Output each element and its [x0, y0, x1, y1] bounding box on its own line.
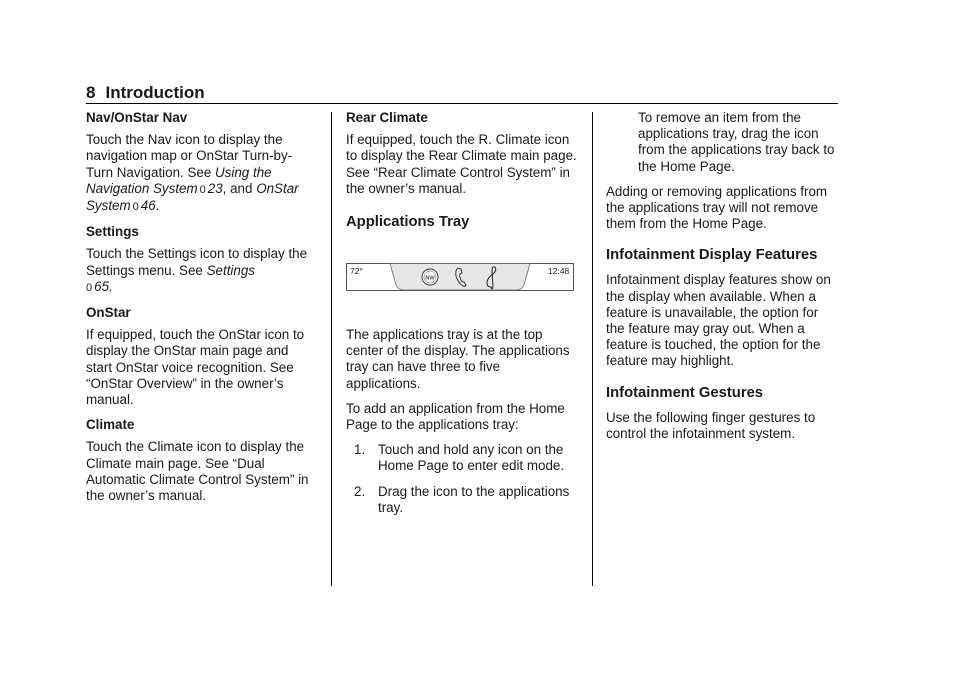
page-ref-icon: 0 — [199, 183, 206, 196]
page-ref-icon: 0 — [132, 201, 139, 214]
gestures-body: Use the following finger gestures to control the infotainment system. — [606, 409, 816, 441]
nav-heading: Nav/OnStar Nav — [86, 110, 188, 125]
onstar-heading: OnStar — [86, 305, 131, 321]
nav-body: Touch the Nav icon to display the navigation map or OnStar Turn-by-Turn Navigation. See — [86, 132, 293, 180]
applications-tray-illustration — [346, 263, 574, 303]
compass-icon[interactable] — [422, 269, 438, 285]
step-text: Drag the icon to the applications tray. — [378, 483, 570, 515]
list-item — [346, 484, 578, 516]
settings-link[interactable]: Settings — [206, 262, 255, 278]
settings-body: Touch the Settings icon to display the Settings menu. See — [86, 246, 308, 278]
tray-temp: 72° — [350, 266, 363, 277]
page-number: 8 — [86, 83, 96, 102]
remove-text: To remove an item from the applications tray, drag the icon from the applications tray back to the Home Page. — [638, 110, 835, 174]
column-1 — [86, 110, 318, 513]
onstar-body: If equipped, touch the OnStar icon to display the OnStar main page and start OnStar voice recognition. See “OnStar Overview” in the owner’s manual. — [86, 327, 305, 408]
nav-page-1[interactable]: 23 — [207, 180, 223, 196]
nav-page-2[interactable]: 46 — [140, 198, 156, 214]
display-features-title: Infotainment Display Features — [606, 247, 818, 264]
column-3 — [606, 110, 838, 451]
step-number: 1. — [354, 442, 366, 458]
section-title: Introduction — [105, 83, 205, 102]
page-ref-icon: 0 — [86, 281, 93, 294]
step-text: Touch and hold any icon on the Home Page to enter edit mode. — [378, 442, 565, 474]
column-divider-1 — [331, 112, 332, 586]
nav-paragraph — [86, 132, 318, 215]
nav-link-1[interactable]: Using the Navigation System — [86, 164, 272, 196]
compass-label: NW — [425, 275, 435, 282]
nav-link-2[interactable]: OnStar System — [86, 180, 299, 214]
add-steps-list — [346, 442, 578, 516]
settings-page[interactable]: 65. — [94, 278, 113, 294]
display-features-body: Infotainment display features show on the display when available. When a feature is unavailable, the option for the feature may gray out. When a feature is touched, the option for the feature may highlight. — [606, 272, 831, 369]
nav-end: . — [155, 198, 160, 214]
add-remove-body: Adding or removing applications from the applications tray will not remove them from the Home Page. — [606, 183, 828, 232]
page-header — [86, 82, 838, 104]
tray-time: 12:48 — [548, 266, 570, 277]
column-2 — [346, 110, 578, 525]
add-intro: To add an application from the Home Page to the applications tray: — [346, 400, 565, 433]
nav-sep: , and — [222, 180, 257, 196]
rear-climate-body: If equipped, touch the R. Climate icon to display the Rear Climate main page. See “Rear Climate Control System” in the owner’s manual. — [346, 132, 577, 196]
applications-tray-title: Applications Tray — [346, 214, 470, 231]
climate-heading: Climate — [86, 417, 135, 433]
settings-heading: Settings — [86, 224, 139, 240]
step-number: 2. — [354, 483, 366, 499]
header-rule — [86, 103, 838, 104]
column-divider-2 — [592, 112, 593, 586]
list-item — [346, 442, 578, 474]
gestures-title: Infotainment Gestures — [606, 384, 764, 401]
climate-body: Touch the Climate icon to display the Climate main page. See “Dual Automatic Climate Control System” in the owner’s manual. — [86, 439, 309, 504]
settings-paragraph — [86, 246, 318, 296]
rear-climate-heading: Rear Climate — [346, 110, 428, 125]
tray-body: The applications tray is at the top center of the display. The applications tray can have three to five applications. — [346, 327, 570, 391]
tray-svg — [346, 263, 574, 303]
